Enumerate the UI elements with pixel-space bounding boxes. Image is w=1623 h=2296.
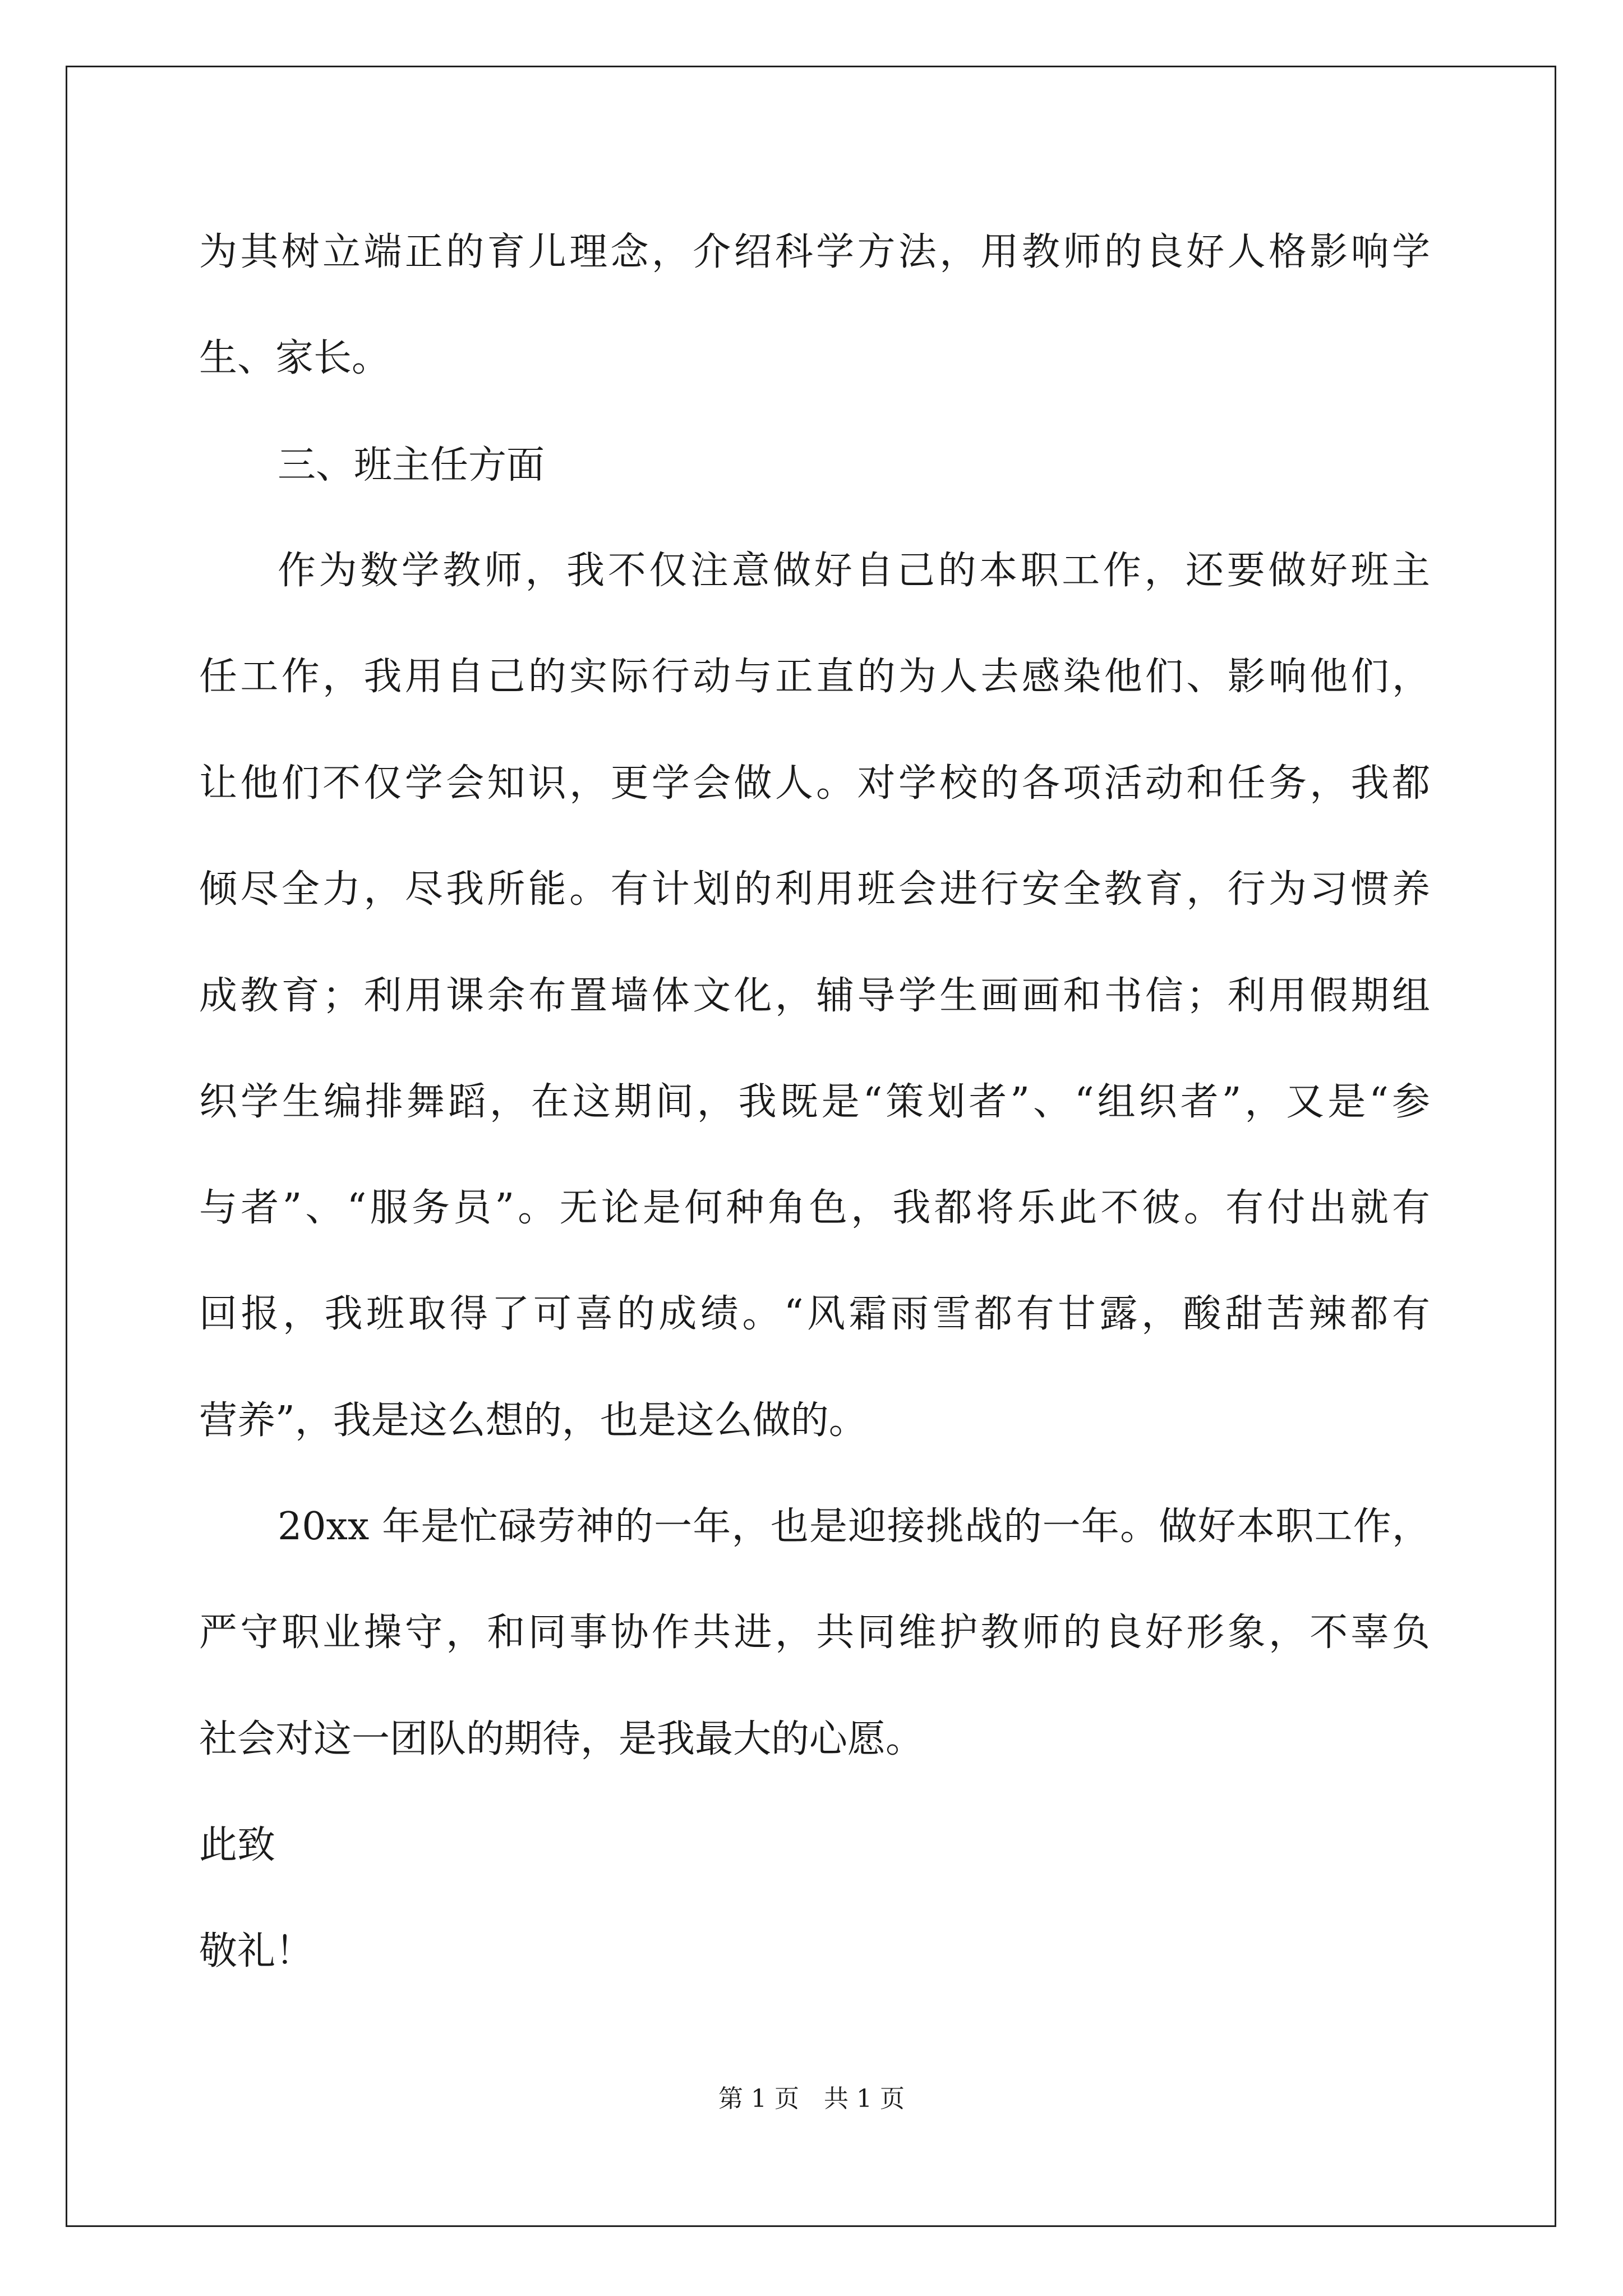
paragraph-2-line-5: 成教育；利用课余布置墙体文化，辅导学生画画和书信；利用假期组 bbox=[199, 974, 1430, 1018]
paragraph-2-line-6: 织学生编排舞蹈，在这期间，我既是“策划者”、“组织者”，又是“参 bbox=[199, 1080, 1430, 1124]
paragraph-1-line-1: 为其树立端正的育儿理念，介绍科学方法，用教师的良好人格影响学 bbox=[199, 230, 1430, 274]
page-footer: 第 1 页 共 1 页 bbox=[718, 2085, 905, 2113]
paragraph-2-line-7: 与者”、“服务员”。无论是何种角色，我都将乐此不彼。有付出就有 bbox=[199, 1186, 1430, 1230]
paragraph-2-line-4: 倾尽全力，尽我所能。有计划的利用班会进行安全教育，行为习惯养 bbox=[199, 867, 1430, 912]
paragraph-2-line-2: 任工作，我用自己的实际行动与正直的为人去感染他们、影响他们， bbox=[199, 655, 1430, 699]
paragraph-2-line-3: 让他们不仅学会知识，更学会做人。对学校的各项活动和任务，我都 bbox=[199, 761, 1430, 806]
paragraph-3-line-1: 20xx 年是忙碌劳神的一年，也是迎接挑战的一年。做好本职工作， bbox=[278, 1504, 1430, 1549]
paragraph-3-line-2: 严守职业操守，和同事协作共进，共同维护教师的良好形象，不辜负 bbox=[199, 1611, 1430, 1655]
closing-salutation: 此致 bbox=[199, 1823, 276, 1867]
paragraph-1-line-2: 生、家长。 bbox=[199, 336, 390, 380]
paragraph-2-line-9: 营养”，我是这么想的，也是这么做的。 bbox=[199, 1398, 867, 1443]
paragraph-2-line-8: 回报，我班取得了可喜的成绩。“风霜雨雪都有甘露，酸甜苦辣都有 bbox=[199, 1292, 1430, 1336]
paragraph-2-line-1: 作为数学教师，我不仅注意做好自己的本职工作，还要做好班主 bbox=[278, 549, 1430, 593]
paragraph-3-line-3: 社会对这一团队的期待，是我最大的心愿。 bbox=[199, 1717, 924, 1761]
page-border bbox=[66, 66, 1556, 2227]
closing-regards: 敬礼！ bbox=[199, 1929, 314, 1973]
section-heading: 三、班主任方面 bbox=[278, 443, 545, 487]
